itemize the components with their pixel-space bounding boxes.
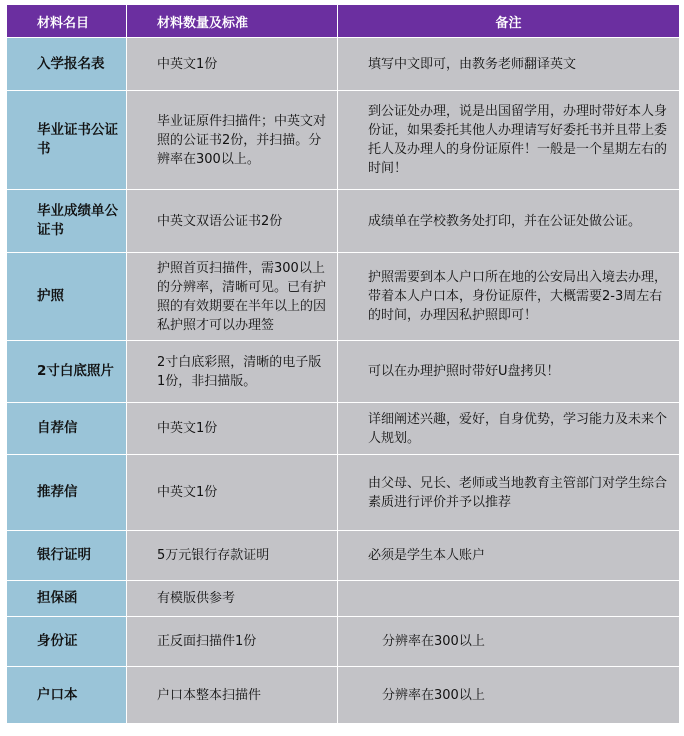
row-qty: 中英文1份: [127, 403, 338, 455]
row-name: 毕业成绩单公证书: [7, 190, 127, 253]
row-note: 分辨率在300以上: [338, 617, 680, 667]
row-note: 成绩单在学校教务处打印，并在公证处做公证。: [338, 190, 680, 253]
row-qty: 2寸白底彩照，清晰的电子版1份，非扫描版。: [127, 341, 338, 403]
row-name: 银行证明: [7, 531, 127, 581]
row-name: 户口本: [7, 667, 127, 724]
table-row: [7, 91, 680, 190]
header-row: [7, 5, 680, 38]
row-note: 填写中文即可，由教务老师翻译英文: [338, 38, 680, 91]
row-name: 毕业证书公证书: [7, 91, 127, 190]
row-note: 详细阐述兴趣，爱好，自身优势，学习能力及未来个人规划。: [338, 403, 680, 455]
row-qty: 有模版供参考: [127, 581, 338, 617]
row-note: [338, 581, 680, 617]
row-qty: 毕业证原件扫描件；中英文对照的公证书2份，并扫描。分辨率在300以上。: [127, 91, 338, 190]
row-qty: 护照首页扫描件，需300以上的分辨率，清晰可见。已有护照的有效期要在半年以上的因私护照才可以办理签: [127, 253, 338, 341]
header-note: 备注: [338, 5, 680, 38]
row-note: 可以在办理护照时带好U盘拷贝！: [338, 341, 680, 403]
header-qty: 材料数量及标准: [127, 5, 338, 38]
table-row: [7, 455, 680, 531]
row-name: 自荐信: [7, 403, 127, 455]
row-note: 必须是学生本人账户: [338, 531, 680, 581]
materials-table: [6, 4, 680, 724]
row-qty: 5万元银行存款证明: [127, 531, 338, 581]
row-qty: 中英文双语公证书2份: [127, 190, 338, 253]
row-note: 护照需要到本人户口所在地的公安局出入境去办理，带着本人户口本，身份证原件，大概需要2-3周左右的时间，办理因私护照即可！: [338, 253, 680, 341]
table-row: [7, 253, 680, 341]
row-qty: 正反面扫描件1份: [127, 617, 338, 667]
row-qty: 中英文1份: [127, 455, 338, 531]
row-note: 由父母、兄长、老师或当地教育主管部门对学生综合素质进行评价并予以推荐: [338, 455, 680, 531]
table-row: [7, 531, 680, 581]
table-row: [7, 581, 680, 617]
row-name: 身份证: [7, 617, 127, 667]
row-name: 入学报名表: [7, 38, 127, 91]
table-row: [7, 403, 680, 455]
row-qty: 户口本整本扫描件: [127, 667, 338, 724]
row-name: 推荐信: [7, 455, 127, 531]
row-name: 护照: [7, 253, 127, 341]
table-row: [7, 667, 680, 724]
row-note: 到公证处办理，说是出国留学用，办理时带好本人身份证，如果委托其他人办理请写好委托书并且带上委托人及办理人的身份证原件！一般是一个星期左右的时间！: [338, 91, 680, 190]
row-name: 担保函: [7, 581, 127, 617]
header-name: 材料名目: [7, 5, 127, 38]
row-note: 分辨率在300以上: [338, 667, 680, 724]
table-row: [7, 38, 680, 91]
table-row: [7, 190, 680, 253]
table-row: [7, 617, 680, 667]
row-name: 2寸白底照片: [7, 341, 127, 403]
table-row: [7, 341, 680, 403]
row-qty: 中英文1份: [127, 38, 338, 91]
